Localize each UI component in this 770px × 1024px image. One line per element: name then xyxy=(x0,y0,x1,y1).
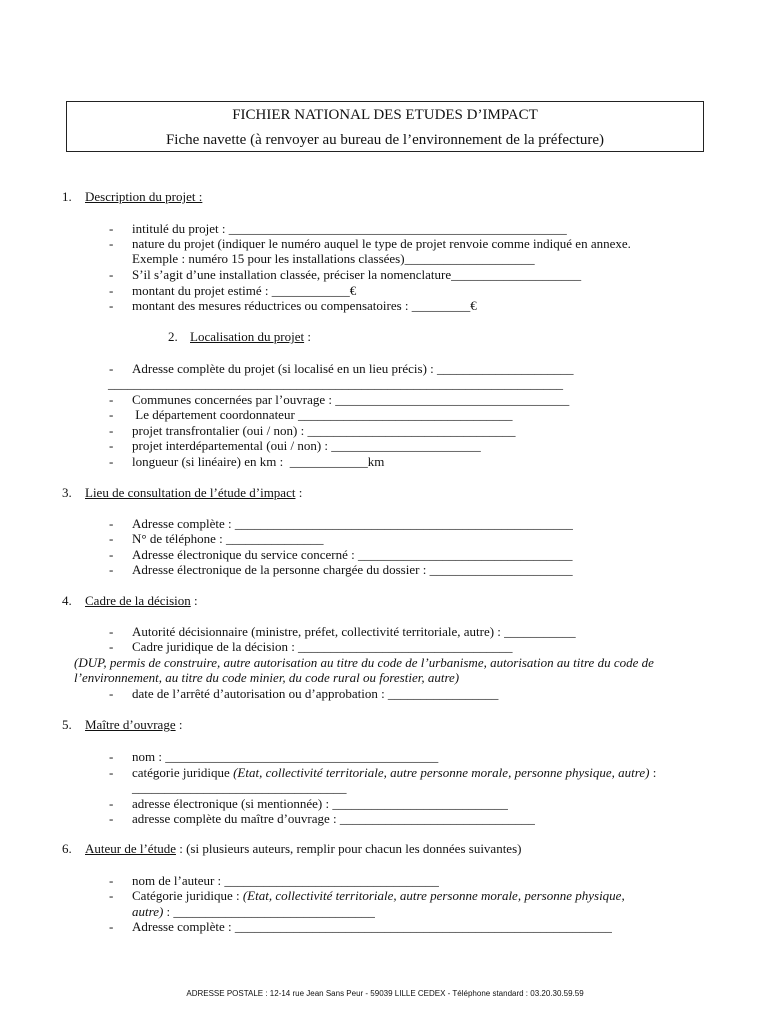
dash: - xyxy=(109,531,114,546)
section-5-number: 5. xyxy=(62,717,72,732)
dash: - xyxy=(109,562,114,577)
section-3-title: Lieu de consultation de l’étude d’impact : xyxy=(85,485,303,500)
dash: - xyxy=(109,423,114,438)
dash: - xyxy=(109,407,114,422)
field-email-service: Adresse électronique du service concerné : _________________________________ xyxy=(132,547,573,562)
section-4-number: 4. xyxy=(62,593,72,608)
dash: - xyxy=(109,547,114,562)
dash: - xyxy=(109,392,114,407)
field-auteur-categorie-cont: autre) : _______________________________ xyxy=(132,904,375,919)
dash: - xyxy=(109,298,114,313)
field-departement: Le département coordonnateur _________________________________ xyxy=(132,407,513,422)
field-mo-nom: nom : __________________________________________ xyxy=(132,749,439,764)
field-nature: nature du projet (indiquer le numéro auquel le type de projet renvoie comme indiqué en annexe. xyxy=(132,236,631,251)
field-telephone: N° de téléphone : _______________ xyxy=(132,531,324,546)
page-subtitle: Fiche navette (à renvoyer au bureau de l’environnement de la préfecture) xyxy=(165,132,605,148)
dash: - xyxy=(109,221,114,236)
dash: - xyxy=(109,624,114,639)
section-5-title: Maître d’ouvrage : xyxy=(85,717,183,732)
dash: - xyxy=(109,283,114,298)
section-1-title: Description du projet : xyxy=(85,189,203,204)
field-communes: Communes concernées par l’ouvrage : ____________________________________ xyxy=(132,392,570,407)
section-2-title: Localisation du projet : xyxy=(190,329,311,344)
field-lieu-adresse: Adresse complète : ____________________________________________________ xyxy=(132,516,573,531)
dash: - xyxy=(109,236,114,251)
note-line-1: (DUP, permis de construire, autre autorisation au titre du code de l’urbanisme, autorisation au titre du code de xyxy=(74,655,654,670)
field-longueur: longueur (si linéaire) en km : ____________km xyxy=(132,454,385,469)
dash: - xyxy=(109,516,114,531)
field-autorite: Autorité décisionnaire (ministre, préfet, collectivité territoriale, autre) : ___________ xyxy=(132,624,576,639)
field-nomenclature: S’il s’agit d’une installation classée, préciser la nomenclature____________________ xyxy=(132,267,582,282)
section-2-number: 2. xyxy=(168,329,178,344)
note-line-2: l’environnement, au titre du code minier, du code rural ou forestier, autre) xyxy=(74,670,460,685)
dash: - xyxy=(109,438,114,453)
dash: - xyxy=(109,686,114,701)
page-title: FICHIER NATIONAL DES ETUDES D’IMPACT xyxy=(232,107,538,123)
dash: - xyxy=(109,639,114,654)
field-mo-categorie-line: _________________________________ xyxy=(132,780,347,795)
field-email-personne: Adresse électronique de la personne chargée du dossier : ______________________ xyxy=(132,562,573,577)
field-nature-example: Exemple : numéro 15 pour les installations classées)____________________ xyxy=(132,251,535,266)
field-auteur-nom: nom de l’auteur : _________________________________ xyxy=(132,873,439,888)
field-mo-adresse: adresse complète du maître d’ouvrage : ______________________________ xyxy=(132,811,535,826)
field-montant: montant du projet estimé : ____________€ xyxy=(132,283,357,298)
field-interdepartemental: projet interdépartemental (oui / non) : _______________________ xyxy=(132,438,481,453)
field-adresse-projet-cont: ______________________________________________________________________ xyxy=(108,376,563,391)
field-date-arrete: date de l’arrêté d’autorisation ou d’approbation : _________________ xyxy=(132,686,499,701)
field-auteur-adresse: Adresse complète : __________________________________________________________ xyxy=(132,919,612,934)
dash: - xyxy=(109,361,114,376)
dash: - xyxy=(109,454,114,469)
section-6-number: 6. xyxy=(62,841,72,856)
field-intitule: intitulé du projet : ____________________________________________________ xyxy=(132,221,567,236)
field-montant-mesures: montant des mesures réductrices ou compensatoires : _________€ xyxy=(132,298,477,313)
title-box xyxy=(66,101,704,152)
section-3-number: 3. xyxy=(62,485,72,500)
field-cadre-juridique: Cadre juridique de la décision : _________________________________ xyxy=(132,639,513,654)
field-mo-email: adresse électronique (si mentionnée) : ___________________________ xyxy=(132,796,508,811)
dash: - xyxy=(109,749,114,764)
dash: - xyxy=(109,888,114,903)
section-4-title: Cadre de la décision : xyxy=(85,593,198,608)
dash: - xyxy=(109,811,114,826)
dash: - xyxy=(109,796,114,811)
dash: - xyxy=(109,873,114,888)
dash: - xyxy=(109,765,114,780)
field-mo-categorie: catégorie juridique (Etat, collectivité territoriale, autre personne morale, personne physique, autre) : xyxy=(132,765,657,780)
field-adresse-projet: Adresse complète du projet (si localisé en un lieu précis) : _____________________ xyxy=(132,361,574,376)
section-6-title: Auteur de l’étude : (si plusieurs auteurs, remplir pour chacun les données suivantes) xyxy=(85,841,522,856)
field-auteur-categorie: Catégorie juridique : (Etat, collectivité territoriale, autre personne morale, personne physique, xyxy=(132,888,625,903)
section-1-number: 1. xyxy=(62,189,72,204)
field-transfrontalier: projet transfrontalier (oui / non) : ________________________________ xyxy=(132,423,516,438)
footer-address: ADRESSE POSTALE : 12-14 rue Jean Sans Peur - 59039 LILLE CEDEX - Téléphone standard : 03.20.30.59.59 xyxy=(186,989,584,998)
dash: - xyxy=(109,919,114,934)
dash: - xyxy=(109,267,114,282)
